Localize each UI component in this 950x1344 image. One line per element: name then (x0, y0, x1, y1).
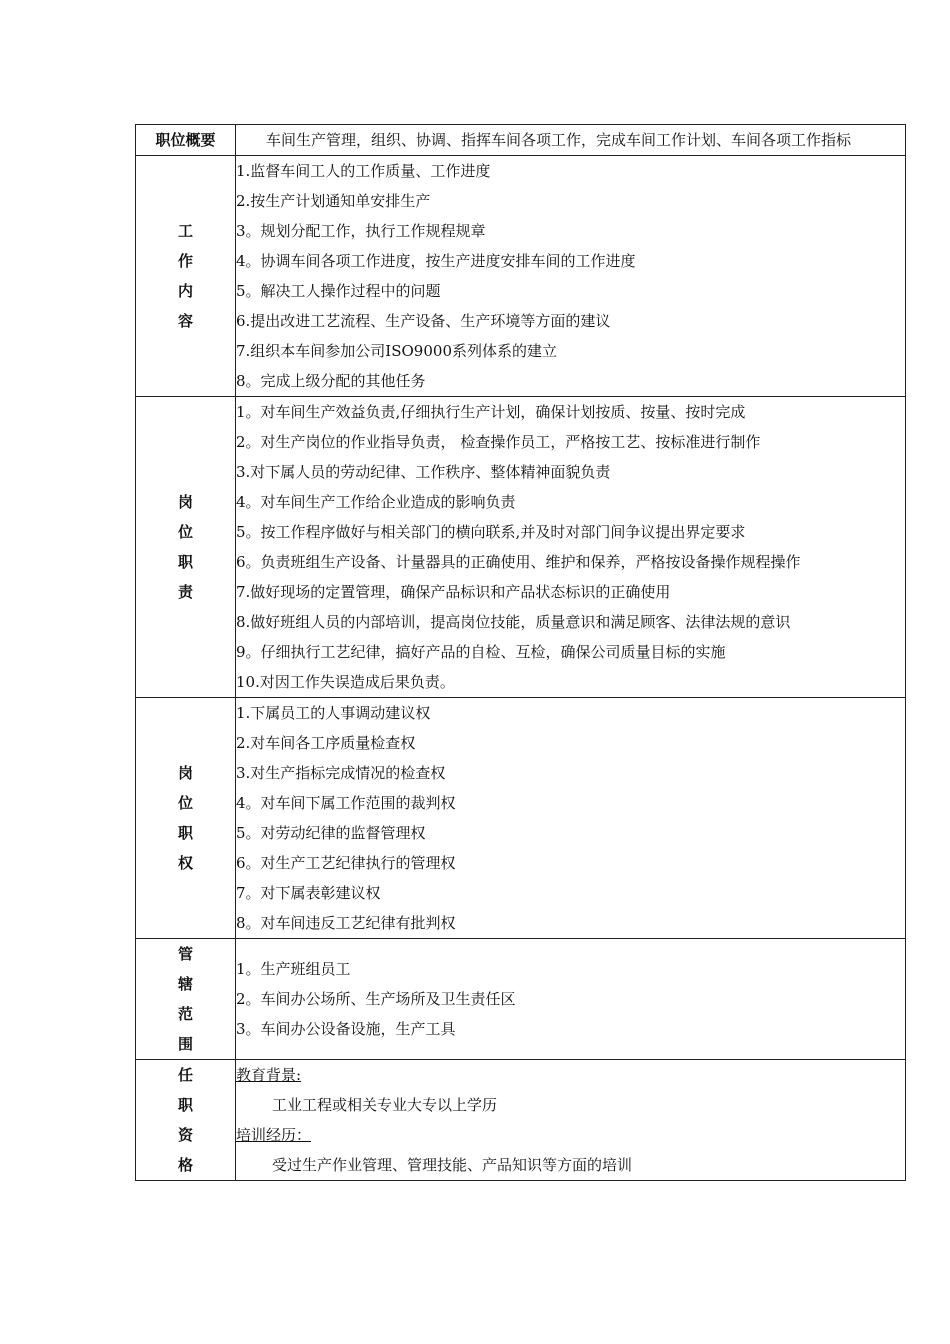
label-char: 工 (177, 222, 193, 240)
label-char: 职 (177, 824, 193, 842)
label-char: 职 (177, 1096, 193, 1114)
list-item: 4。对车间生产工作给企业造成的影响负责 (236, 493, 516, 511)
training-heading: 培训经历： (236, 1126, 312, 1144)
list-item: 7.做好现场的定置管理，确保产品标识和产品状态标识的正确使用 (236, 583, 671, 601)
job-description-table (135, 124, 906, 1181)
work-content-row (136, 156, 906, 397)
list-item: 1。生产班组员工 (236, 960, 351, 978)
label-char: 权 (177, 854, 193, 872)
label-char: 管 (177, 945, 193, 963)
label-char: 范 (177, 1005, 193, 1023)
label-char: 岗 (177, 493, 193, 511)
label-char: 格 (177, 1156, 193, 1174)
label-char: 责 (177, 583, 193, 601)
list-item: 3。规划分配工作，执行工作规程规章 (236, 222, 486, 240)
authority-list (236, 698, 906, 939)
list-item: 3。车间办公设备设施，生产工具 (236, 1020, 456, 1038)
scope-label (136, 939, 236, 1060)
label-char: 位 (177, 523, 193, 541)
responsibilities-label (136, 397, 236, 698)
label-char: 岗 (177, 764, 193, 782)
list-item: 8。完成上级分配的其他任务 (236, 372, 426, 390)
responsibilities-row (136, 397, 906, 698)
label-char: 任 (177, 1066, 193, 1084)
authority-row (136, 698, 906, 939)
qualifications-label (136, 1060, 236, 1181)
label-char: 内 (177, 282, 193, 300)
label-char: 职 (177, 553, 193, 571)
summary-content-cell (236, 125, 906, 156)
list-item: 4。协调车间各项工作进度，按生产进度安排车间的工作进度 (236, 252, 636, 270)
list-item: 3.对生产指标完成情况的检查权 (236, 764, 446, 782)
list-item: 3.对下属人员的劳动纪律、工作秩序、整体精神面貌负责 (236, 463, 611, 481)
list-item: 8。对车间违反工艺纪律有批判权 (236, 914, 456, 932)
list-item: 7.组织本车间参加公司ISO9000系列体系的建立 (236, 342, 557, 360)
list-item: 6.提出改进工艺流程、生产设备、生产环境等方面的建议 (236, 312, 611, 330)
scope-row (136, 939, 906, 1060)
list-item: 5。对劳动纪律的监督管理权 (236, 824, 426, 842)
label-char: 围 (177, 1035, 193, 1053)
qualifications-row (136, 1060, 906, 1181)
label-char: 容 (177, 312, 193, 330)
list-item: 1。对车间生产效益负责,仔细执行生产计划，确保计划按质、按量、按时完成 (236, 403, 746, 421)
responsibilities-list (236, 397, 906, 698)
summary-row (136, 125, 906, 156)
list-item: 5。解决工人操作过程中的问题 (236, 282, 441, 300)
summary-text: 车间生产管理，组织、协调、指挥车间各项工作，完成车间工作计划、车间各项工作指标 (266, 131, 852, 149)
list-item: 2.对车间各工序质量检查权 (236, 734, 416, 752)
list-item: 2。对生产岗位的作业指导负责， 检查操作员工，严格按工艺、按标准进行制作 (236, 433, 761, 451)
list-item: 1.监督车间工人的工作质量、工作进度 (236, 162, 491, 180)
education-text: 工业工程或相关专业大专以上学历 (272, 1096, 498, 1114)
list-item: 6。负责班组生产设备、计量器具的正确使用、维护和保养，严格按设备操作规程操作 (236, 553, 801, 571)
training-text: 受过生产作业管理、管理技能、产品知识等方面的培训 (272, 1156, 633, 1174)
label-char: 资 (177, 1126, 193, 1144)
list-item: 8.做好班组人员的内部培训，提高岗位技能，质量意识和满足顾客、法律法规的意识 (236, 613, 791, 631)
label-char: 作 (177, 252, 193, 270)
authority-label (136, 698, 236, 939)
education-heading: 教育背景: (236, 1066, 302, 1084)
work-content-list (236, 156, 906, 397)
list-item: 5。按工作程序做好与相关部门的横向联系,并及时对部门间争议提出界定要求 (236, 523, 746, 541)
list-item: 10.对因工作失误造成后果负责。 (236, 673, 455, 691)
qualifications-content (236, 1060, 906, 1181)
list-item: 1.下属员工的人事调动建议权 (236, 704, 431, 722)
list-item: 9。仔细执行工艺纪律，搞好产品的自检、互检，确保公司质量目标的实施 (236, 643, 726, 661)
label-char: 辖 (177, 975, 193, 993)
list-item: 2.按生产计划通知单安排生产 (236, 192, 431, 210)
list-item: 7。对下属表彰建议权 (236, 884, 381, 902)
summary-label-cell (136, 125, 236, 156)
label-char: 位 (177, 794, 193, 812)
list-item: 4。对车间下属工作范围的裁判权 (236, 794, 456, 812)
list-item: 6。对生产工艺纪律执行的管理权 (236, 854, 456, 872)
summary-label: 职位概要 (155, 131, 216, 149)
scope-list (236, 939, 906, 1060)
list-item: 2。车间办公场所、生产场所及卫生责任区 (236, 990, 516, 1008)
work-content-label (136, 156, 236, 397)
